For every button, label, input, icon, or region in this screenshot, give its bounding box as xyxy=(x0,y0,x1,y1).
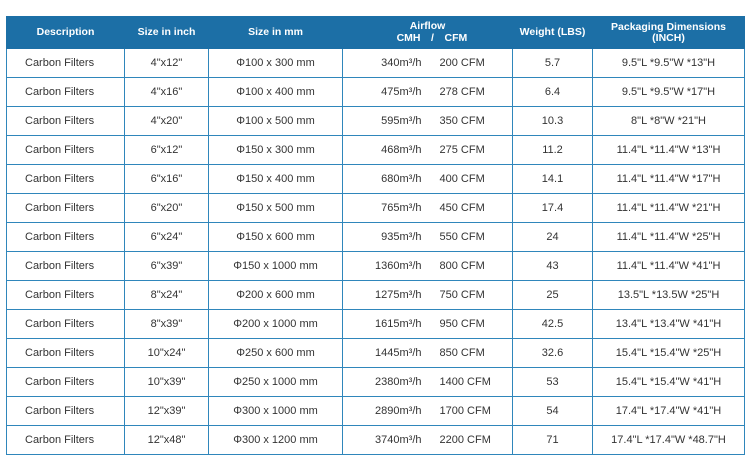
table-row xyxy=(7,107,745,136)
cell-size-inch: 6"x16" xyxy=(125,165,209,194)
cell-airflow xyxy=(343,223,513,252)
cell-size-mm: Φ200 x 1000 mm xyxy=(209,310,343,339)
spec-table-container xyxy=(6,16,744,455)
cell-cmh: 1360m³/h xyxy=(375,260,422,272)
cell-cfm: 450 CFM xyxy=(439,202,485,214)
cell-size-inch: 4"x16" xyxy=(125,78,209,107)
table-body xyxy=(7,49,745,455)
cell-cfm: 750 CFM xyxy=(439,289,485,301)
cell-cmh: 468m³/h xyxy=(381,144,422,156)
header-weight: Weight (LBS) xyxy=(513,17,593,49)
cell-cmh: 595m³/h xyxy=(381,115,422,127)
cell-weight: 71 xyxy=(513,426,593,455)
cell-cmh: 2890m³/h xyxy=(375,405,422,417)
table-row xyxy=(7,136,745,165)
header-cmh: CMH xyxy=(396,32,421,44)
table-row xyxy=(7,426,745,455)
cell-size-inch: 12"x48" xyxy=(125,426,209,455)
cell-packaging: 9.5"L *9.5"W *13"H xyxy=(593,49,745,78)
table-header-row xyxy=(7,17,745,49)
cell-size-mm: Φ150 x 300 mm xyxy=(209,136,343,165)
cell-description: Carbon Filters xyxy=(7,49,125,78)
cell-packaging: 13.5"L *13.5W *25"H xyxy=(593,281,745,310)
cell-cfm: 278 CFM xyxy=(439,86,485,98)
cell-cfm: 1700 CFM xyxy=(439,405,491,417)
cell-weight: 24 xyxy=(513,223,593,252)
header-cfm: CFM xyxy=(444,32,468,44)
table-row xyxy=(7,78,745,107)
cell-size-inch: 8"x39" xyxy=(125,310,209,339)
cell-size-inch: 6"x12" xyxy=(125,136,209,165)
cell-packaging: 17.4"L *17.4"W *41"H xyxy=(593,397,745,426)
table-row xyxy=(7,223,745,252)
cell-size-mm: Φ300 x 1200 mm xyxy=(209,426,343,455)
cell-airflow xyxy=(343,252,513,281)
cell-cmh: 680m³/h xyxy=(381,173,422,185)
cell-cfm: 400 CFM xyxy=(439,173,485,185)
cell-size-mm: Φ250 x 1000 mm xyxy=(209,368,343,397)
header-airflow-title: Airflow xyxy=(409,20,446,32)
cell-cfm: 2200 CFM xyxy=(439,434,491,446)
cell-weight: 43 xyxy=(513,252,593,281)
cell-size-mm: Φ150 x 500 mm xyxy=(209,194,343,223)
table-row xyxy=(7,368,745,397)
table-row xyxy=(7,281,745,310)
cell-weight: 5.7 xyxy=(513,49,593,78)
carbon-filter-spec-table xyxy=(6,16,745,455)
cell-cmh: 475m³/h xyxy=(381,86,422,98)
cell-cfm: 1400 CFM xyxy=(439,376,491,388)
cell-description: Carbon Filters xyxy=(7,339,125,368)
cell-size-inch: 6"x24" xyxy=(125,223,209,252)
cell-description: Carbon Filters xyxy=(7,426,125,455)
cell-size-mm: Φ100 x 300 mm xyxy=(209,49,343,78)
table-row xyxy=(7,165,745,194)
cell-size-mm: Φ100 x 400 mm xyxy=(209,78,343,107)
cell-size-inch: 8"x24" xyxy=(125,281,209,310)
header-packaging-line2: (INCH) xyxy=(652,31,685,44)
cell-cfm: 550 CFM xyxy=(439,231,485,243)
cell-size-inch: 12"x39" xyxy=(125,397,209,426)
cell-description: Carbon Filters xyxy=(7,310,125,339)
cell-airflow xyxy=(343,368,513,397)
cell-description: Carbon Filters xyxy=(7,397,125,426)
cell-size-inch: 6"x39" xyxy=(125,252,209,281)
cell-description: Carbon Filters xyxy=(7,136,125,165)
cell-airflow xyxy=(343,107,513,136)
header-packaging xyxy=(593,17,745,49)
cell-weight: 10.3 xyxy=(513,107,593,136)
table-row xyxy=(7,397,745,426)
cell-description: Carbon Filters xyxy=(7,281,125,310)
cell-airflow xyxy=(343,281,513,310)
cell-airflow xyxy=(343,165,513,194)
header-size-mm: Size in mm xyxy=(209,17,343,49)
header-slash: / xyxy=(431,32,434,44)
cell-cmh: 340m³/h xyxy=(381,57,422,69)
cell-weight: 53 xyxy=(513,368,593,397)
cell-size-mm: Φ250 x 600 mm xyxy=(209,339,343,368)
cell-weight: 17.4 xyxy=(513,194,593,223)
header-packaging-line1: Packaging Dimensions xyxy=(611,20,726,33)
cell-description: Carbon Filters xyxy=(7,194,125,223)
cell-cmh: 1445m³/h xyxy=(375,347,422,359)
cell-airflow xyxy=(343,49,513,78)
cell-description: Carbon Filters xyxy=(7,223,125,252)
cell-airflow xyxy=(343,194,513,223)
cell-airflow xyxy=(343,339,513,368)
cell-size-inch: 10"x24" xyxy=(125,339,209,368)
cell-packaging: 15.4"L *15.4"W *25"H xyxy=(593,339,745,368)
cell-cfm: 950 CFM xyxy=(439,318,485,330)
cell-airflow xyxy=(343,310,513,339)
cell-cfm: 800 CFM xyxy=(439,260,485,272)
cell-weight: 42.5 xyxy=(513,310,593,339)
cell-cmh: 765m³/h xyxy=(381,202,422,214)
cell-packaging: 11.4"L *11.4"W *25"H xyxy=(593,223,745,252)
cell-packaging: 11.4"L *11.4"W *13"H xyxy=(593,136,745,165)
cell-size-mm: Φ150 x 600 mm xyxy=(209,223,343,252)
header-airflow xyxy=(343,17,513,49)
cell-size-mm: Φ300 x 1000 mm xyxy=(209,397,343,426)
cell-packaging: 11.4"L *11.4"W *21"H xyxy=(593,194,745,223)
cell-size-inch: 4"x12" xyxy=(125,49,209,78)
cell-size-mm: Φ100 x 500 mm xyxy=(209,107,343,136)
cell-description: Carbon Filters xyxy=(7,107,125,136)
cell-cmh: 1615m³/h xyxy=(375,318,422,330)
cell-packaging: 13.4"L *13.4"W *41"H xyxy=(593,310,745,339)
cell-packaging: 15.4"L *15.4"W *41"H xyxy=(593,368,745,397)
cell-weight: 14.1 xyxy=(513,165,593,194)
cell-airflow xyxy=(343,78,513,107)
cell-cfm: 850 CFM xyxy=(439,347,485,359)
cell-description: Carbon Filters xyxy=(7,368,125,397)
cell-airflow xyxy=(343,397,513,426)
cell-weight: 54 xyxy=(513,397,593,426)
cell-packaging: 8"L *8"W *21"H xyxy=(593,107,745,136)
cell-cmh: 3740m³/h xyxy=(375,434,422,446)
table-row xyxy=(7,252,745,281)
header-size-inch: Size in inch xyxy=(125,17,209,49)
cell-weight: 32.6 xyxy=(513,339,593,368)
cell-weight: 11.2 xyxy=(513,136,593,165)
cell-size-inch: 4"x20" xyxy=(125,107,209,136)
cell-size-mm: Φ150 x 400 mm xyxy=(209,165,343,194)
table-row xyxy=(7,194,745,223)
cell-description: Carbon Filters xyxy=(7,252,125,281)
cell-cfm: 200 CFM xyxy=(439,57,485,69)
cell-size-mm: Φ150 x 1000 mm xyxy=(209,252,343,281)
cell-cfm: 275 CFM xyxy=(439,144,485,156)
cell-description: Carbon Filters xyxy=(7,78,125,107)
table-row xyxy=(7,49,745,78)
header-description: Description xyxy=(7,17,125,49)
table-row xyxy=(7,310,745,339)
table-row xyxy=(7,339,745,368)
cell-size-mm: Φ200 x 600 mm xyxy=(209,281,343,310)
cell-airflow xyxy=(343,136,513,165)
cell-size-inch: 6"x20" xyxy=(125,194,209,223)
cell-packaging: 17.4"L *17.4"W *48.7"H xyxy=(593,426,745,455)
cell-airflow xyxy=(343,426,513,455)
cell-cmh: 935m³/h xyxy=(381,231,422,243)
cell-packaging: 9.5"L *9.5"W *17"H xyxy=(593,78,745,107)
cell-packaging: 11.4"L *11.4"W *17"H xyxy=(593,165,745,194)
cell-packaging: 11.4"L *11.4"W *41"H xyxy=(593,252,745,281)
cell-weight: 25 xyxy=(513,281,593,310)
cell-cfm: 350 CFM xyxy=(439,115,485,127)
cell-weight: 6.4 xyxy=(513,78,593,107)
cell-size-inch: 10"x39" xyxy=(125,368,209,397)
cell-cmh: 2380m³/h xyxy=(375,376,422,388)
cell-description: Carbon Filters xyxy=(7,165,125,194)
cell-cmh: 1275m³/h xyxy=(375,289,422,301)
